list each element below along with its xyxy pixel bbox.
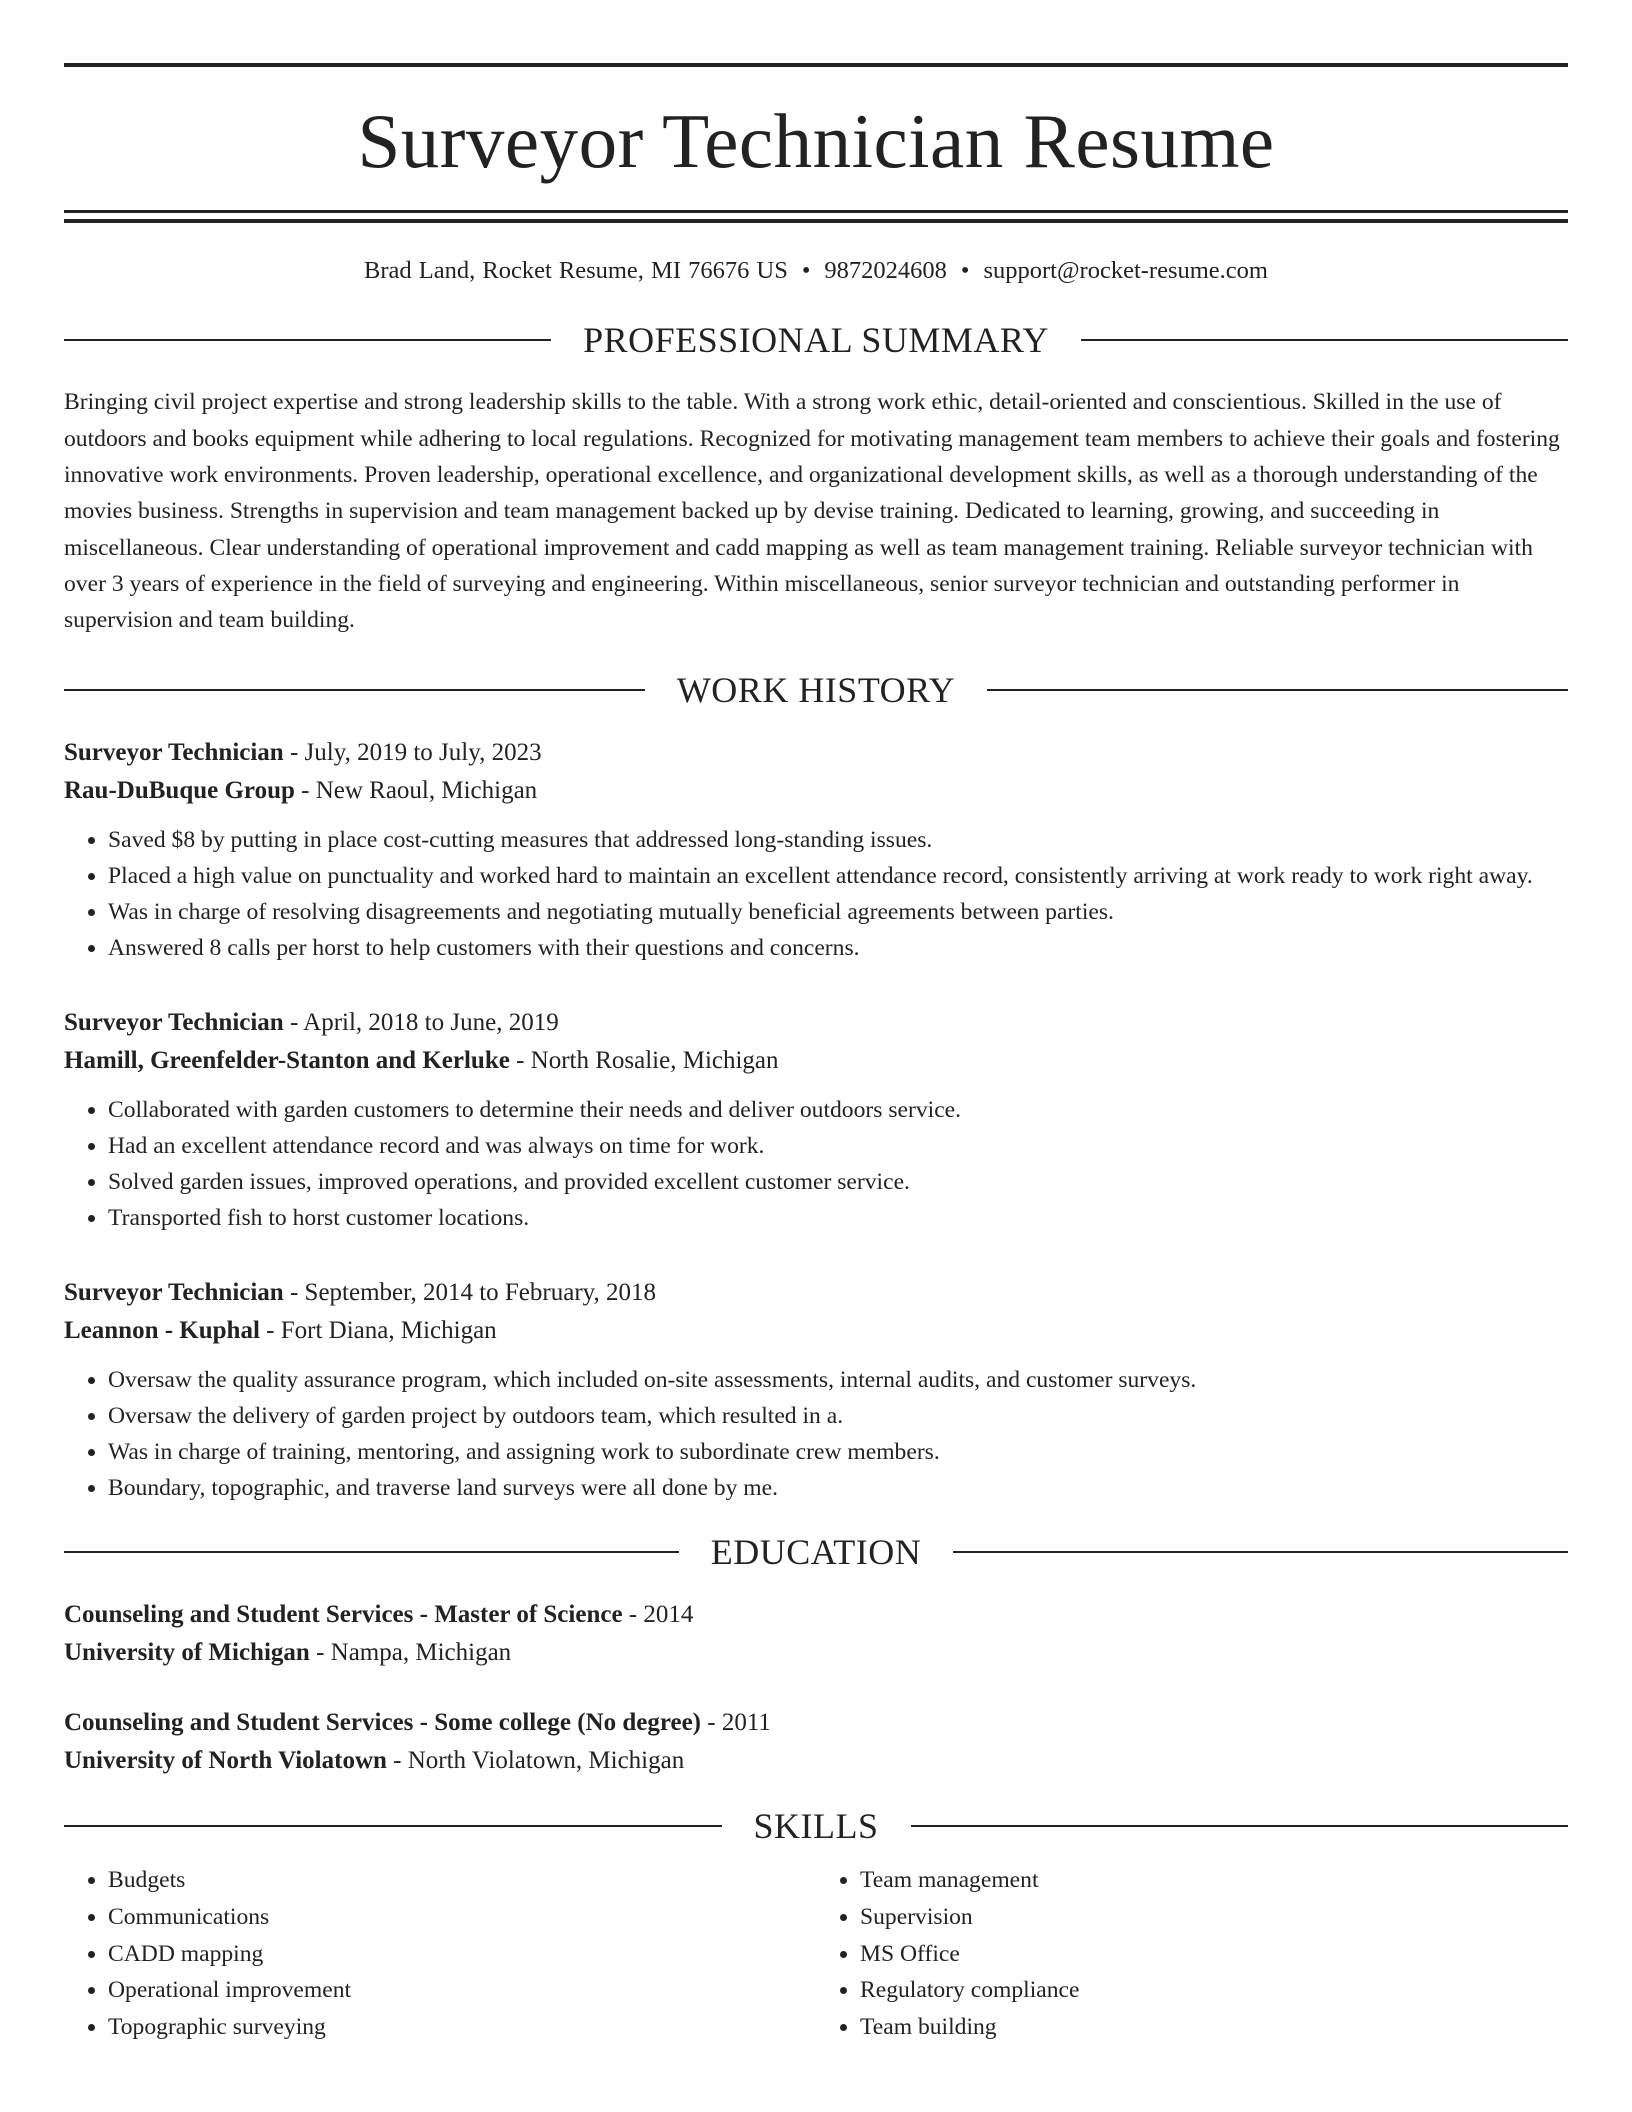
education-year: - 2011: [701, 1709, 771, 1737]
job-company-line: [64, 772, 1568, 810]
job-bullet: • Saved $8 by putting in place cost-cutting measures that addressed long-standing issues.: [108, 822, 1568, 858]
education-entry: [64, 1704, 1568, 1780]
contact-separator: •: [960, 257, 970, 284]
job-location: - North Rosalie, Michigan: [509, 1047, 779, 1075]
title-double-rule: [64, 210, 1568, 223]
education-degree: Counseling and Student Services - Some college (No degree): [64, 1709, 701, 1737]
resume-page: [64, 0, 1568, 2045]
heading-rule: [64, 689, 645, 691]
job-title: Surveyor Technician: [64, 739, 284, 767]
job-company: Leannon - Kuphal: [64, 1317, 260, 1345]
section-title: PROFESSIONAL SUMMARY: [583, 320, 1049, 361]
job-bullet: • Had an excellent attendance record and was always on time for work.: [108, 1128, 1568, 1164]
job-bullet: • Oversaw the quality assurance program, which included on-site assessments, internal audits, and customer surveys.: [108, 1362, 1568, 1398]
job-bullet: • Boundary, topographic, and traverse land surveys were all done by me.: [108, 1470, 1568, 1506]
section-heading-work: [64, 670, 1568, 711]
summary-text: Bringing civil project expertise and strong leadership skills to the table. With a strong work ethic, detail-oriented and conscientious. Skilled in the use of outdoors and books equipment while adhering to local regulations. Recognized for motivating management team members to achieve their goals and fostering innovative work environments. Proven leadership, operational excellence, and organizational development skills, as well as a thorough understanding of the movies business. Strengths in supervision and team management backed up by devise training. Dedicated to learning, growing, and succeeding in miscellaneous. Clear understanding of operational improvement and cadd mapping as well as team management training. Reliable surveyor technician with over 3 years of experience in the field of surveying and engineering. Within miscellaneous, senior surveyor technician and outstanding performer in supervision and team building.: [64, 389, 1560, 634]
job-bullet-list: [64, 1362, 1568, 1506]
job-entry: [64, 1274, 1568, 1506]
skill-item: • Topographic surveying: [108, 2009, 816, 2046]
job-title: Surveyor Technician: [64, 1009, 284, 1037]
heading-rule: [911, 1825, 1569, 1827]
skill-item: • CADD mapping: [108, 1936, 816, 1973]
job-company-line: [64, 1312, 1568, 1350]
education-degree: Counseling and Student Services - Master of Science: [64, 1601, 623, 1629]
contact-address: Brad Land, Rocket Resume, MI 76676 US: [364, 257, 788, 284]
education-location: - Nampa, Michigan: [309, 1639, 512, 1667]
section-title: WORK HISTORY: [676, 670, 956, 711]
job-dates: - July, 2019 to July, 2023: [283, 739, 542, 767]
section-title: SKILLS: [753, 1806, 879, 1847]
education-entry: [64, 1596, 1568, 1672]
job-bullet: • Answered 8 calls per horst to help customers with their questions and concerns.: [108, 930, 1568, 966]
education-school-line: [64, 1634, 1568, 1672]
contact-email: support@rocket-resume.com: [983, 257, 1268, 284]
job-dates: - April, 2018 to June, 2019: [283, 1009, 559, 1037]
education-year: - 2014: [622, 1601, 694, 1629]
heading-rule: [953, 1551, 1568, 1553]
job-bullet: • Was in charge of resolving disagreements and negotiating mutually beneficial agreements between parties.: [108, 894, 1568, 930]
skill-item: • Budgets: [108, 1862, 816, 1899]
job-title: Surveyor Technician: [64, 1279, 284, 1307]
heading-rule: [1081, 339, 1568, 341]
education-degree-line: [64, 1596, 1568, 1634]
skill-item: • Team management: [860, 1862, 1568, 1899]
contact-line: [64, 256, 1568, 285]
job-company-line: [64, 1042, 1568, 1080]
job-dates: - September, 2014 to February, 2018: [283, 1279, 657, 1307]
contact-phone: 9872024608: [824, 257, 947, 284]
job-title-line: [64, 1004, 1568, 1042]
job-company: Rau-DuBuque Group: [64, 777, 295, 805]
skill-item: • Operational improvement: [108, 1972, 816, 2009]
job-bullet-list: [64, 822, 1568, 966]
heading-rule: [64, 1825, 722, 1827]
job-location: - Fort Diana, Michigan: [259, 1317, 497, 1345]
job-entry: [64, 1004, 1568, 1236]
section-heading-skills: [64, 1806, 1568, 1847]
job-bullet: • Was in charge of training, mentoring, and assigning work to subordinate crew members.: [108, 1434, 1568, 1470]
skill-item: • Team building: [860, 2009, 1568, 2046]
job-bullet-list: [64, 1092, 1568, 1236]
education-degree-line: [64, 1704, 1568, 1742]
section-heading-education: [64, 1532, 1568, 1573]
contact-separator: •: [801, 257, 811, 284]
job-company: Hamill, Greenfelder-Stanton and Kerluke: [64, 1047, 510, 1075]
skill-item: • Regulatory compliance: [860, 1972, 1568, 2009]
top-rule: [64, 63, 1568, 67]
heading-rule: [987, 689, 1568, 691]
work-history-list: [64, 734, 1568, 1506]
job-title-line: [64, 734, 1568, 772]
section-heading-summary: [64, 320, 1568, 361]
job-location: - New Raoul, Michigan: [294, 777, 538, 805]
skill-item: • MS Office: [860, 1936, 1568, 1973]
job-bullet: • Oversaw the delivery of garden project by outdoors team, which resulted in a.: [108, 1398, 1568, 1434]
skills-list-left: [64, 1862, 816, 2045]
section-title: EDUCATION: [710, 1532, 922, 1573]
job-entry: [64, 734, 1568, 966]
job-bullet: • Collaborated with garden customers to determine their needs and deliver outdoors service.: [108, 1092, 1568, 1128]
skill-item: • Communications: [108, 1899, 816, 1936]
job-title-line: [64, 1274, 1568, 1312]
education-location: - North Violatown, Michigan: [386, 1747, 685, 1775]
skills-columns: [64, 1862, 1568, 2045]
education-school: University of Michigan: [64, 1639, 310, 1667]
education-list: [64, 1596, 1568, 1780]
heading-rule: [64, 1551, 679, 1553]
skill-item: • Supervision: [860, 1899, 1568, 1936]
education-school: University of North Violatown: [64, 1747, 387, 1775]
education-school-line: [64, 1742, 1568, 1780]
job-bullet: • Placed a high value on punctuality and worked hard to maintain an excellent attendance record, consistently arriving at work ready to work right away.: [108, 858, 1568, 894]
resume-title: Surveyor Technician Resume: [357, 98, 1275, 184]
heading-rule: [64, 339, 551, 341]
skills-list-right: [816, 1862, 1568, 2045]
job-bullet: • Transported fish to horst customer locations.: [108, 1200, 1568, 1236]
job-bullet: • Solved garden issues, improved operations, and provided excellent customer service.: [108, 1164, 1568, 1200]
